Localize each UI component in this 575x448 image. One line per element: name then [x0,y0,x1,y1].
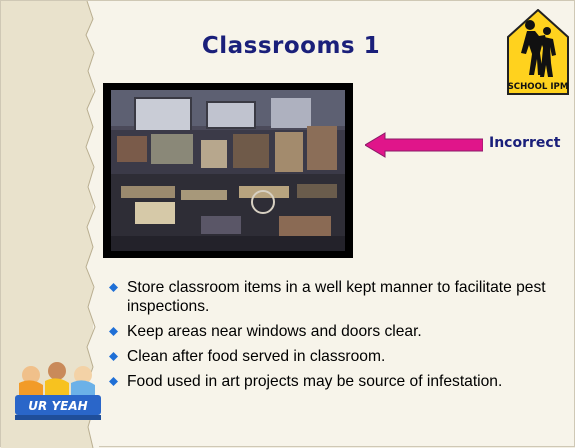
bullet-text: Clean after food served in classroom. [127,348,386,365]
slide-title: Classrooms 1 [201,33,381,59]
list-item [109,372,549,391]
logo-text: SCHOOL IPM [507,82,569,92]
list-item [109,322,549,341]
classroom-photo [103,83,353,258]
badge-text: UR YEAH [28,399,88,413]
list-item [109,278,549,316]
youth-badge-icon [9,349,105,423]
diamond-bullet-icon [109,377,118,386]
school-crossing-sign-icon [507,9,569,95]
diamond-bullet-icon [109,283,118,292]
pointer-arrow-icon [365,132,483,158]
diamond-bullet-icon [109,352,118,361]
incorrect-label: Incorrect [489,135,561,151]
classroom-photo-image [111,90,345,251]
bullet-text: Food used in art projects may be source of infestation. [127,373,503,390]
bullet-text: Store classroom items in a well kept manner to facilitate pest inspections. [127,279,546,315]
bullet-list [109,278,549,397]
bullet-text: Keep areas near windows and doors clear. [127,323,422,340]
diamond-bullet-icon [109,327,118,336]
list-item [109,347,549,366]
